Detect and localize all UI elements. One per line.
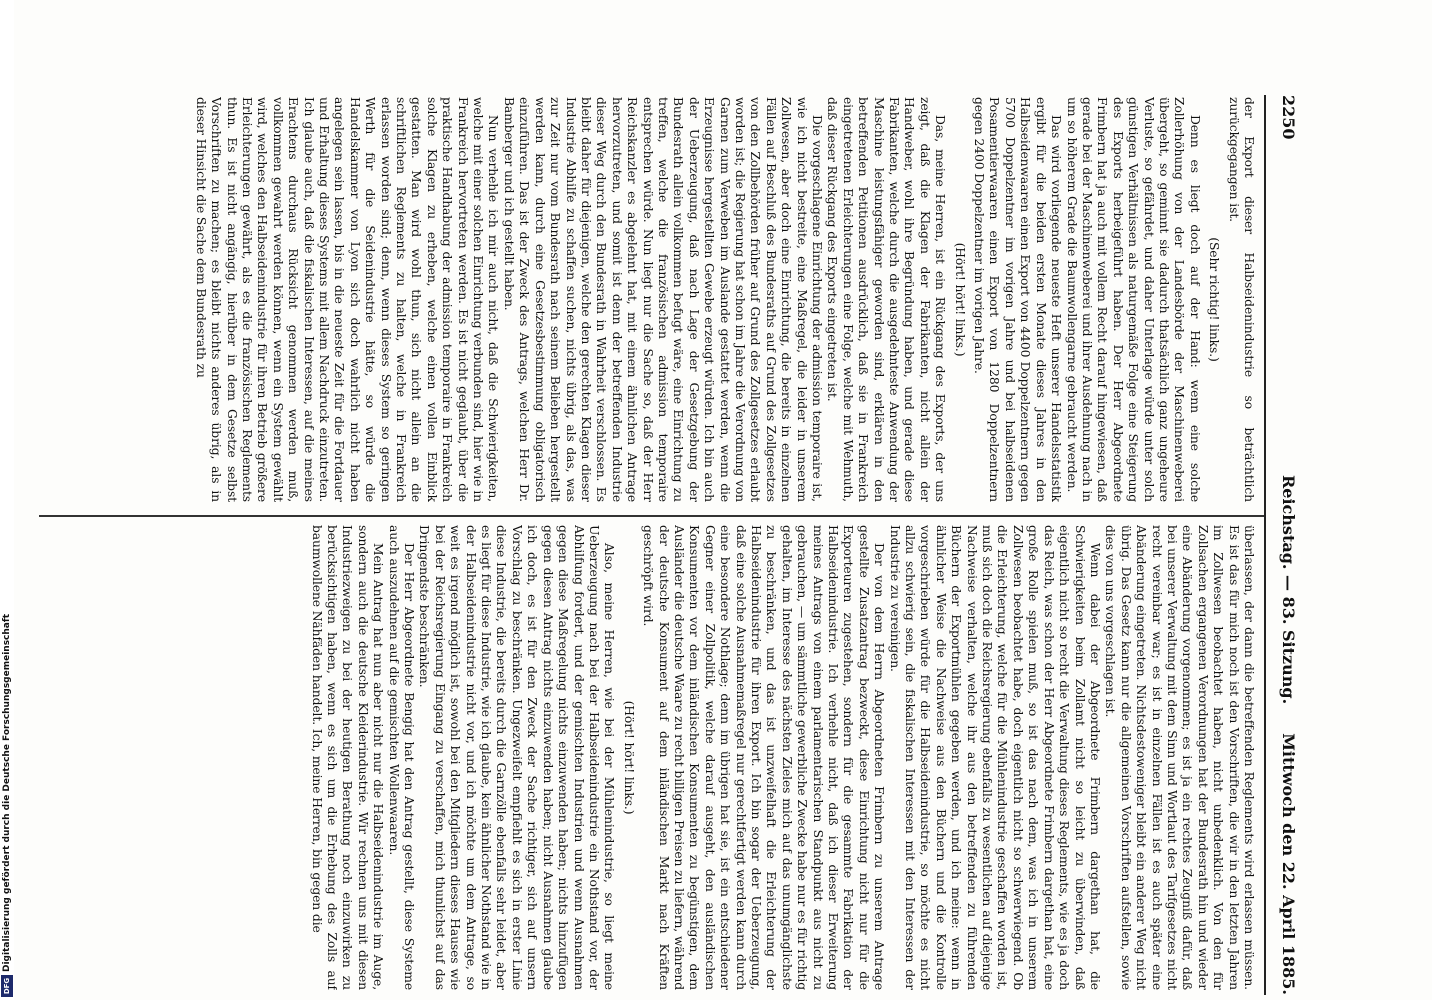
paragraph: Das wird vorliegende neueste Heft unserer Handelsstatistik ergibt für die beiden ersten Monate dieses Jahres in den Halbseidenwaaren einen Export von 4400 Doppelzentnern gegen 5700 Doppelzentner im vorigen Jahre und bei halbseidenen Posamentierwaaren einen Export von 1280 Doppelzentnern gegen 2400 Doppelzentner im vorigen Jahre. <box>972 97 1064 502</box>
header-rule <box>1264 95 1266 995</box>
paragraph: Also, meine Herren, wie bei der Mühlenindustrie, so liegt meine Ueberzeugung nach bei der Halbseidenindustrie ein Nothstand vor, der Abhilfung fordert, und der gemischten Industrien und wenn Ausnahmen gegen diese Maßregelung nichts einzuwenden haben; nichts hinzufügen gegen diesen Antrag nichts einzuwenden haben; nicht Ausnahmen glaube ich doch, es ist für den Zweck der Sache richtiger, sich auf unsern Vorschlag zu beschränken. Ungezweifelt empfiehlt es sich in erster Linie diese Industrie, die bereits durch die Garnzölle ebenfalls sehr leidet, aber es liegt für diese Industrie, wie ich glaube, kein ähnlicher Nothstand wie in der Halbseidenindustrie nicht vor, und ich möchte um dem Antrage, so weit es irgend möglich ist, sowohl bei den Mitgliedern dieses Hauses wie bei der Reichsregierung Eingang zu verschaffen, mich thunlichst auf das Dringendste beschränken. <box>417 525 617 990</box>
interjection: (Sehr richtig! links.) <box>1207 237 1222 362</box>
rotated-page-content <box>8 0 1308 1000</box>
paragraph: Der Herr Abgeordnete Bengig hat den Antrag gestellt, diese Systeme auch auszudehnen auf die gemischten Wollenwaaren. <box>386 525 417 990</box>
dfg-credit: Digitalisierung gefördert durch die Deutsche Forschungsgemeinschaft <box>2 613 12 972</box>
column-divider <box>39 515 1264 517</box>
left-text-column <box>46 97 1256 502</box>
running-header <box>1264 95 1300 995</box>
dfg-logo <box>1 975 13 997</box>
paragraph: Das, meine Herren, ist ein Rückgang des Exports, der uns zeigt, daß die Klagen der Fabrikanten, nicht allein der Handweber, wohl ihre Begründung haben, und gerade diese Fabrikanten, welche durch die ausgedehnteste Anwendung der Maschine leistungsfähiger geworden sind, erklären in den betreffenden Petitionen ausdrücklich, daß sie in Frankreich eingetretenen Erleichterungen eine Folge, welche mit Wehmuth, daß dieser Rückgang des Exports eingetreten ist. <box>825 97 948 502</box>
digitization-sidebar <box>0 0 14 1000</box>
header-date: Mittwoch den 22. April 1885. <box>1279 733 1298 995</box>
page-number: 2250 <box>1279 95 1298 140</box>
paragraph: Mein Antrag hat nun aber nicht nur die Halbseidenindustrie im Auge, sondern auch die deutsche Kleiderindustrie. Wir rechnen uns mit diesen Industriezweigen zu bei der heutigen Berathung noch einzuwirken zu berücksichtigen haben, wenn es sich um die Erhebung des Zolls auf baumwollene Nähfäden handelt. Ich, meine Herren, bin gegen die <box>309 525 386 990</box>
header-title: Reichstag. — 83. Sitzung. <box>1279 475 1298 705</box>
paragraph: Wenn dabei der Abgeordnete Frimbern dargethan hat, die Schwierigkeiten beim Zollamt nicht so leicht zu überwinden, daß eigentlich nicht so recht die Verwaltung dieses Reglements, wie es ja doch das Reich, was schon der Herr Abgeordnete Frimbern dargethan hat, eine große Rolle spielen muß, so ist das nach dem, was ich in unserem Zollwesen beobachtet habe, doch eigentlich nicht so schwerwiegend. Ob die Erleichterung, welche für die Mühlenindustrie geschaffen worden ist, muß sich doch die Reichsregierung ebenfalls zu wesentlichen auf diejenige Nachweise verhalten, welche ihr aus den betreffenden zu führenden Büchern der Exportmühlen gegeben werden, und ich meine: wenn in ähnlicher Weise die Nachweise aus den Büchern und die Kontrolle vorgeschrieben würde für die Halbseidenindustrie, so möchte es nicht allzu schwierig sein, die fiskalischen Interessen mit den Interessen der Industrie zu vereinigen. <box>887 525 1102 990</box>
paragraph: Die vorgeschlagene Einrichtung der admission temporaire ist, wie ich nicht bestreite, eine Maßregel, die leider in unserem Zollwesen, aber doch eine Einrichtung, die bereits in einzelnen Fällen auf Beschluß des Bundesraths auf Grund des Zollgesetzes von den Zollbehörden früher auf Grund des Zollgesetzes erlaubt worden ist; die Regierung hat schon im Jahre die Verordnung von Garnen zum Verweben im Auslande gestattet werden, wenn die Erzeugnisse hergestellten Gewebe erzeugt würden. Ich bin auch der Ueberzeugung, daß nach Lage der Gesetzgebung der Bundesrath allein vollkommen befugt wäre, eine Einrichtung zu treffen, welche die französischen admission temporaire entsprechen würde. Nun liegt nur die Sache so, daß der Herr Reichskanzler es abgelehnt hat, mit einem ähnlichen Antrage hervorzutreten, und somit ist denn der betreffenden Industrie dieser Weg durch den Bundesrath in Wahrheit verschlossen. Es bleibt daher für diejenigen, welche den gerechten Klagen dieser Industrie Abhilfe zu schaffen suchen, nichts übrig, als das, was zur Zeit nur vom Bundesrath nach seinem Belieben hergestellt werden kann, durch eine Gesetzesbestimmung obligatorisch einzuführen. Das ist der Zweck des Antrags, welchen Herr Dr. Bamberger und ich gestellt haben. <box>501 97 825 502</box>
interjection: (Hört! hört! links.) <box>952 242 967 357</box>
paragraph: überlassen, der dann die betreffenden Reglements wird erlassen müssen. Es ist das für mich noch ist den Vorschriften, die wir in den letzten Jahren im Zollwesen beobachtet haben, nicht unbedenklich. Von den für Zollsachen ergangenen Verordnungen hat der Bundesrath hin und wieder eine Abänderung vorgenommen; es ist ja ein rechtes Zeugniß dafür, daß bei unserer Verwaltung mit dem Sinn und Wortlaut des Tarifgesetzes nicht recht vereinbar war; es ist in einzelnen Fällen ist es auch später eine Abänderung eingetreten. Nichtsdestoweniger bleibt ein anderer Weg nicht übrig. Das Gesetz kann nur die allgemeinen Vorschriften aufstellen, sowie dies von uns vorgeschlagen ist. <box>1103 525 1256 990</box>
paragraph: der Export dieser Halbseidenindustrie so beträchtlich zurückgegangen ist. <box>1226 97 1256 502</box>
right-text-column <box>46 525 1256 990</box>
paragraph: Nun verhehle ich mir auch nicht, daß die Schwierigkeiten, welche mit einer solchen Einrichtung verbunden sind, hier wie in Frankreich hervortreten werden. Es ist nicht geglaubt, über die praktische Handhabung der admission temporaire in Frankreich solche Klagen zu erheben, welche einen vollen Einblick gestatten. Man wird wohl thun, sich nicht allein an die schriftlichen Reglements zu halten, welche in Frankreich erlassen worden sind; denn, wenn dieses System so geringen Werth für die Seidenindustrie hätte, so würde die Handelskammer von Lyon sich doch wahrlich nicht haben angelegen sein lassen, bis in die neueste Zeit für die Fortdauer und Erhaltung dieses Systems mit allem Nachdruck einzutreten. Ich glaube auch, daß die fiskalischen Interessen, auf die meines Erachtens durchaus Rücksicht genommen werden muß, vollkommen gewahrt werden können, wenn ein System gewählt wird, welches den Halbseidenindustrie für ihren Betrieb größere Erleichterungen gewährt, als es die französischen Reglements thun. Es ist nicht angängig, hierüber in dem Gesetze selbst Vorschriften zu machen; es bleibt nichts anderes übrig, als in dieser Hinsicht die Sache dem Bundesrath zu <box>193 97 501 502</box>
dfg-logo-text: DFG <box>3 977 11 995</box>
interjection: (Hört! hört! links.) <box>621 700 636 815</box>
paragraph: Denn es liegt doch auf der Hand: wenn eine solche Zollerhöhung von der Landesbörde der Maschinenweberei übergeht, so geminnt sie dadurch thatsächlich ganz ungeheure Verluste, so gefährdet, und daher Unterlage würde unter solch günstigen Verhältnissen als naturgemäße Folge eine Steigerung des Exports herbeigeführt haben. Der Herr Abgeordnete Frimbern hat ja auch mit vollem Recht darauf hingewiesen, daß gerade bei der Maschinenweberei und ihrer Ausdehnung nach in um so höherem Grade die Baumwollengarne gebraucht werden. <box>1064 97 1202 502</box>
paragraph: Der von dem Herrn Abgeordneten Frimbern zu unserem Antrage gestellte Zusatzantrag bezweckt, diese Einrichtung nicht nur für die Exporteuren zugestehen, sondern für die gesammte Fabrikation der Halbseidenindustrie. Ich verhehle nicht, daß ich dieser Erweiterung meines Antrags von einem parlamentarischen Standpunkt aus nicht zu gebrauchen, — um sämmtliche gewerbliche Zwecke habe nur es für richtig gehalten, im Interesse des nächsten Zieles mich auf das unumgänglichste zu beschränken, und das ist unzweifelhaft die Erleichterung der Halbseidenindustrie für ihren Export. Ich bin sogar der Ueberzeugung, daß eine solche Ausnahmemaßregel nur gerechtfertigt werden kann durch eine besondere Nothlage; denn im übrigen hat sie, ist ein entschiedener Gegner einer Zollpolitik, welche darauf ausgeht, den ausländischen Konsumenten vor dem inländischen Konsumenten zu begünstigen, dem Ausländer die deutsche Waare zu recht billigen Preisen zu liefern, während der deutsche Konsument auf dem inländischen Markt nach Kräften geschröpft wird. <box>641 525 887 990</box>
